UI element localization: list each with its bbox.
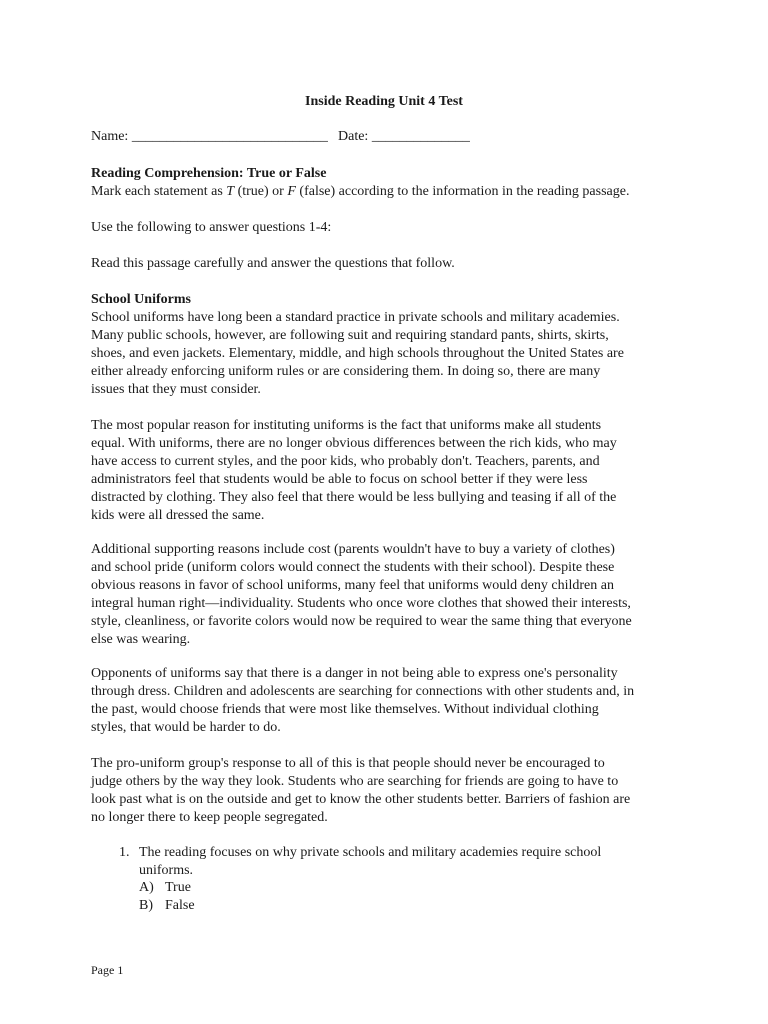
page-number: Page 1: [91, 963, 124, 977]
passage-paragraph-3: Additional supporting reasons include cost (parents wouldn't have to buy a variety of clothes) and school pride (uniform colors would connect the students with their school). Despite these obvious reasons in favor of school uniforms, many feel that uniforms would deny children an integral human right—individuality. Students who once wore clothes that showed their interests, style, cleanliness, or favorite colors would now be required to wear the same thing that everyone else was wearing.: [91, 542, 632, 647]
test-title: Inside Reading Unit 4 Test: [305, 94, 463, 109]
passage-title: School Uniforms: [91, 292, 191, 307]
section-heading: Reading Comprehension: True or False: [91, 166, 327, 181]
option-letter: A): [139, 880, 154, 895]
passage-paragraph-4: Opponents of uniforms say that there is a danger in not being able to express one's personality through dress. Children and adolescents are searching for connections with other students and, in the past, would choose friends that were most like themselves. Without individual clothing styles, that would be harder to do.: [91, 666, 635, 735]
section-instruction: Mark each statement as T (true) or F (false) according to the information in the reading passage.: [91, 184, 630, 199]
passage-paragraph-5: The pro-uniform group's response to all of this is that people should never be encouraged to judge others by the way they look. Students who are searching for friends are going to have to look past what is on the outside and get to know the other students better. Barriers of fashion are no longer there to keep people segregated.: [91, 756, 631, 825]
option-text: True: [165, 880, 191, 895]
option-b[interactable]: [139, 897, 195, 915]
read-passage-text: Read this passage carefully and answer the questions that follow.: [91, 256, 455, 271]
question-text: The reading focuses on why private schools and military academies require school: [139, 845, 602, 860]
option-letter: B): [139, 898, 153, 913]
name-field[interactable]: Name: ____________________________: [91, 129, 328, 144]
question-text-continued: uniforms.: [139, 863, 194, 878]
use-following-text: Use the following to answer questions 1-4:: [91, 220, 332, 235]
option-text: False: [165, 898, 195, 913]
question-number: 1.: [119, 845, 130, 860]
passage-paragraph-1: School uniforms have long been a standard practice in private schools and military academies. Many public schools, however, are following suit and requiring standard pants, shirts, skirts, shoes, and even jackets. Elementary, middle, and high schools throughout the United States are either already enforcing uniform rules or are considering them. In doing so, there are many issues that they must consider.: [91, 310, 624, 397]
passage-paragraph-2: The most popular reason for instituting uniforms is the fact that uniforms make all students equal. With uniforms, there are no longer obvious differences between the rich kids, who may have access to current styles, and the poor kids, who probably don't. Teachers, parents, and administrators feel that students would be able to focus on school better if they were less distracted by clothing. They also feel that there would be less bullying and teasing if all of the kids were all dressed the same.: [91, 418, 617, 523]
date-field[interactable]: Date: ______________: [338, 129, 470, 144]
option-a[interactable]: [139, 879, 191, 897]
